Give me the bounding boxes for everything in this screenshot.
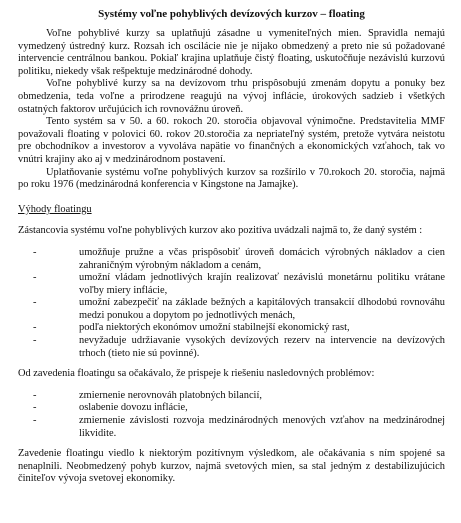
intro-paragraph: Tento systém sa v 50. a 60. rokoch 20. storočia objavoval výnimočne. Predstavitelia MMF považovali floating v polovici 60. rokov 20.storočia za nepriateľný systém, pretože vytvára neistotu pre obchodníkov a investorov a vyvoláva napätie vo finančných a ekonomických vzťahoch, tak vo vnútri krajiny ako aj v medzinárodnom postavení. <box>18 116 445 165</box>
list-item-text: umožní vládam jednotlivých krajín realizovať nezávislú monetárnu politiku vrátane voľby miery inflácie, <box>79 272 445 296</box>
dash-bullet: - <box>33 272 37 284</box>
expected-list <box>18 390 445 440</box>
dash-bullet: - <box>33 415 37 427</box>
list-item <box>18 297 445 322</box>
list-item <box>18 272 445 297</box>
intro-paragraph: Uplatňovanie systému voľne pohyblivých kurzov sa rozšírilo v 70.rokoch 20. storočia, najmä po roku 1976 (medzinárodná konferencia v Kingstone na Jamajke). <box>18 166 445 191</box>
document-title: Systémy voľne pohyblivých devízových kurzov – floating <box>98 8 365 20</box>
list-item <box>18 247 445 272</box>
intro-section <box>18 28 445 192</box>
intro-paragraph: Voľne pohyblivé kurzy sa na devízovom trhu prispôsobujú zmenám dopytu a ponuky bez obmedzenia, teda voľne a prirodzene reagujú na vývoj inflácie, úrokových sadzieb i všetkých ostatných faktorov určujúcich ich rovnovážnu úroveň. <box>18 78 445 115</box>
dash-bullet: - <box>33 389 37 401</box>
expected-intro: Od zavedenia floatingu sa očakávalo, že prispeje k riešeniu nasledovných problémov: <box>18 368 375 380</box>
dash-bullet: - <box>33 297 37 309</box>
list-item <box>18 322 445 335</box>
list-item-text: oslabenie dovozu inflácie, <box>79 402 188 414</box>
list-item-text: umožní zabezpečiť na základe bežných a kapitálových transakcií dlhodobú rovnováhu medzi ponukou a dopytom po jednotlivých menách, <box>79 297 445 321</box>
dash-bullet: - <box>33 402 37 414</box>
dash-bullet: - <box>33 335 37 347</box>
list-item-text: nevyžaduje udržiavanie vysokých devízových rezerv na intervencie na devízových trhoch (tieto nie sú povinné). <box>79 335 445 359</box>
conclusion-paragraph: Zavedenie floatingu viedlo k niektorým pozitívnym výsledkom, ale očakávania s ním spojené sa nenaplnili. Neobmedzený pohyb kurzov, najmä svetových mien, sa stal jedným z destabilizujúcich činiteľov vývoja svetovej ekonomiky. <box>18 448 445 485</box>
advantages-list <box>18 247 445 360</box>
list-item-text: umožňuje pružne a včas prispôsobiť úroveň domácich výrobných nákladov a cien zahraničným výrobným nákladom a cenám, <box>79 246 445 271</box>
list-item <box>18 390 445 403</box>
list-item <box>18 402 445 415</box>
list-item <box>18 415 445 440</box>
advantages-heading: Výhody floatingu <box>18 203 92 215</box>
dash-bullet: - <box>33 322 37 334</box>
list-item-text: zmiernenie závislosti rozvoja medzinárodných menových vzťahov na medzinárodnej likvidite. <box>79 415 445 439</box>
list-item-text: zmiernenie nerovnováh platobných bilancií, <box>79 389 262 401</box>
list-item <box>18 335 445 360</box>
intro-paragraph: Voľne pohyblivé kurzy sa uplatňujú zásadne u vymeniteľných mien. Spravidla nemajú vymedzený ústredný kurz. Rozsah ich oscilácie nie je nijako obmedzený a preto nie sú požadované intervencie centrálnou bankou. Pokiaľ krajina uplatňuje čistý floating, uskutočňuje nezávislú kurzovú politiku, niekedy však rešpektuje medzinárodné dohody. <box>18 28 445 77</box>
dash-bullet: - <box>33 246 37 258</box>
advantages-intro: Zástancovia systému voľne pohyblivých kurzov ako pozitíva uvádzali najmä to, že daný systém : <box>18 225 423 237</box>
list-item-text: podľa niektorých ekonómov umožní stabilnejší ekonomický rast, <box>79 322 350 334</box>
